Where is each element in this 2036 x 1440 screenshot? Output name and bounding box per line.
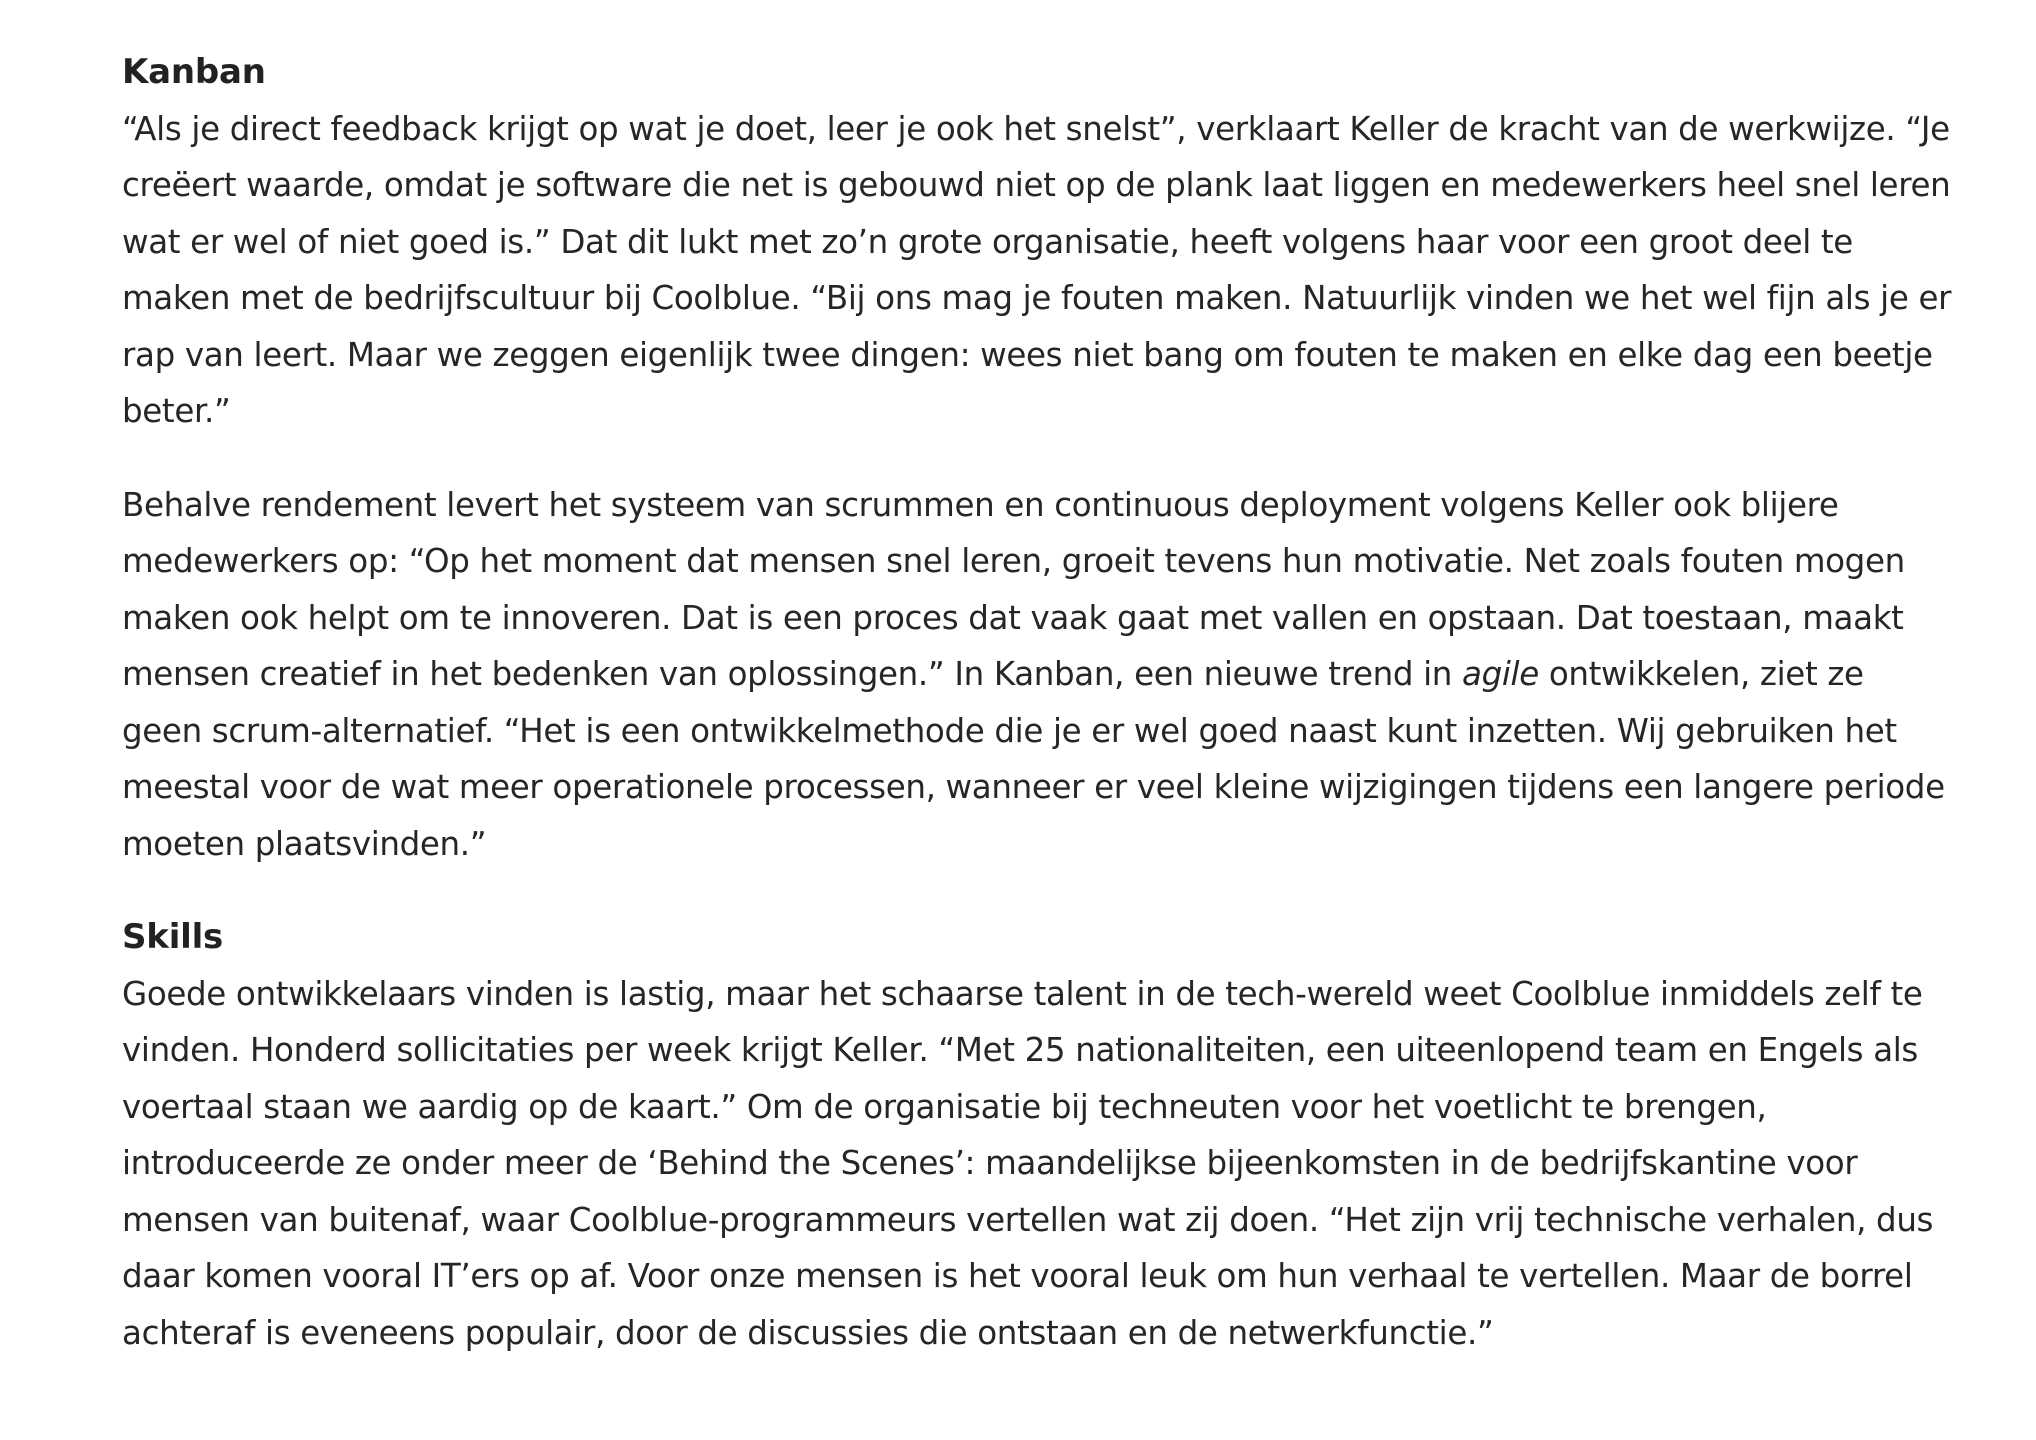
paragraph-skills: Goede ontwikkelaars vinden is lastig, maar het schaarse talent in de tech-wereld weet Coolblue inmiddels zelf te vinden. Honderd sollicitaties per week krijgt Keller. “Met 25 nationaliteiten, een uiteenlopend team en Engels als voertaal staan we aardig op de kaart.” Om de organisatie bij techneuten voor het voetlicht te brengen, introduceerde ze onder meer de ‘Behind the Scenes’: maandelijkse bijeenkomsten in de bedrijfskantine voor mensen van buitenaf, waar Coolblue-programmeurs vertellen wat zij doen. “Het zijn vrij technische verhalen, dus daar komen vooral IT’ers op af. Voor onze mensen is het vooral leuk om hun verhaal te vertellen. Maar de borrel achteraf is eveneens populair, door de discussies die ontstaan en de netwerkfunctie.” [122,974,1934,1352]
section-heading-skills: Skills [122,917,224,957]
section-heading-kanban: Kanban [122,52,266,92]
paragraph-kanban-intro: “Als je direct feedback krijgt op wat je doet, leer je ook het snelst”, verklaart Keller de kracht van de werkwijze. “Je creëert waarde, omdat je software die net is gebouwd niet op de plank laat liggen en medewerkers heel snel leren wat er wel of niet goed is.” Dat dit lukt met zo’n grote organisatie, heeft volgens haar voor een groot deel te maken met de bedrijfscultuur bij Coolblue. “Bij ons mag je fouten maken. Natuurlijk vinden we het wel fijn als je er rap van leert. Maar we zeggen eigenlijk twee dingen: wees niet bang om fouten te maken en elke dag een beetje beter.” [122,109,1952,430]
paragraph-rendement-text-start: Behalve rendement levert het systeem van scrummen en continuous deployment volgens Keller ook blijere medewerkers op: “Op het moment dat mensen snel leren, groeit tevens hun motivatie. Net zoals fouten mogen maken ook helpt om te innoveren. Dat is een proces dat vaak gaat met vallen en opstaan. Dat toestaan, maakt mensen creatief in het bedenken van oplossingen.” In Kanban, een nieuwe trend in [122,485,1905,693]
italic-term-agile: agile [1462,655,1539,693]
paragraph-rendement-text-end: ontwikkelen, ziet ze geen scrum-alternatief. “Het is een ontwikkelmethode die je er wel goed naast kunt inzetten. Wij gebruiken het meestal voor de wat meer operationele processen, wanneer er veel kleine wijzigingen tijdens een langere periode moeten plaatsvinden.” [122,655,1945,863]
article-body [122,44,1952,1361]
paragraph-rendement [122,477,1952,873]
